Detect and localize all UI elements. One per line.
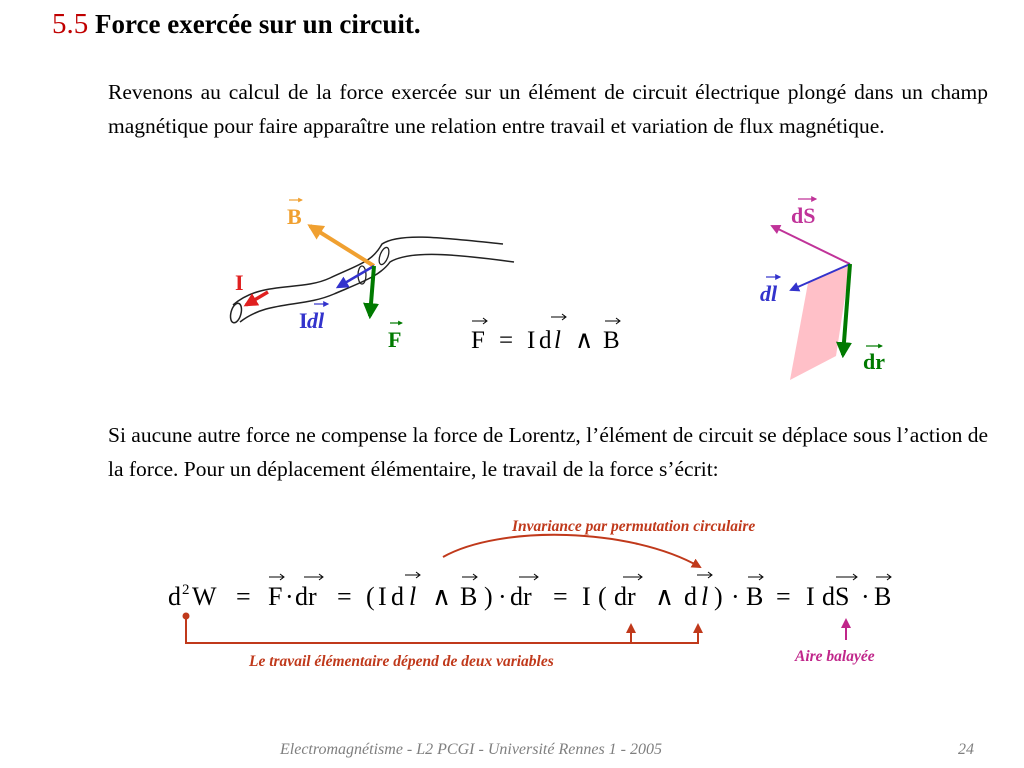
svg-text:l: l bbox=[409, 582, 417, 611]
svg-text:·: · bbox=[861, 582, 870, 611]
label-B: B bbox=[287, 204, 302, 229]
label-I: I bbox=[235, 270, 244, 295]
svg-text:=: = bbox=[776, 582, 791, 611]
dS-vector-arrow bbox=[772, 226, 850, 264]
lorentz-paragraph: Si aucune autre force ne compense la force de Lorentz, l’élément de circuit se déplace sous l’action de la force. Pour un déplacement élémentaire, le travail de la force s’écrit: bbox=[108, 423, 988, 481]
variables-bracket bbox=[186, 616, 698, 643]
svg-text:B: B bbox=[746, 582, 764, 611]
label-Idl-dl: dl bbox=[307, 308, 325, 333]
label-F: F bbox=[388, 327, 402, 352]
svg-text:): ) bbox=[714, 582, 723, 611]
svg-text:dr: dr bbox=[510, 582, 532, 611]
svg-text:B: B bbox=[874, 582, 892, 611]
formula-I: I bbox=[527, 327, 536, 354]
footer-text: Electromagnétisme - L2 PCGI - Université Rennes 1 - 2005 bbox=[280, 741, 662, 758]
svg-text:d: d bbox=[684, 582, 697, 611]
travail-note: Le travail élémentaire dépend de deux variables bbox=[249, 653, 554, 670]
formula-d: d bbox=[539, 327, 552, 354]
formula-B: B bbox=[603, 327, 620, 354]
current-arrow bbox=[246, 292, 268, 305]
section-number: 5.5 bbox=[52, 8, 89, 40]
svg-text:d: d bbox=[168, 582, 181, 611]
formula-l: l bbox=[554, 327, 561, 354]
swept-area bbox=[790, 264, 850, 380]
formula-F: F bbox=[471, 327, 485, 354]
svg-text:=: = bbox=[553, 582, 568, 611]
aire-note: Aire balayée bbox=[795, 648, 875, 665]
label-Idl-I: I bbox=[299, 308, 308, 333]
label-dS: dS bbox=[791, 203, 816, 228]
B-vector-arrow bbox=[310, 226, 374, 266]
label-dl: dl bbox=[760, 281, 778, 306]
label-dr: dr bbox=[863, 349, 885, 374]
svg-text:dr: dr bbox=[295, 582, 317, 611]
F-vector-arrow bbox=[370, 266, 374, 316]
svg-text:·: · bbox=[731, 582, 740, 611]
svg-text:(: ( bbox=[598, 582, 607, 611]
svg-text:·: · bbox=[285, 582, 294, 611]
svg-text:d: d bbox=[391, 582, 404, 611]
work-formula bbox=[168, 572, 891, 611]
svg-text:): ) bbox=[484, 582, 493, 611]
laplace-formula bbox=[471, 314, 620, 354]
svg-text:I: I bbox=[378, 582, 387, 611]
page-number: 24 bbox=[958, 741, 974, 758]
svg-text:2: 2 bbox=[182, 582, 190, 598]
svg-text:dS: dS bbox=[822, 582, 850, 611]
svg-text:(: ( bbox=[366, 582, 375, 611]
permutation-arc bbox=[443, 535, 700, 567]
svg-text:B: B bbox=[460, 582, 478, 611]
svg-text:W: W bbox=[192, 582, 217, 611]
invariance-note: Invariance par permutation circulaire bbox=[512, 518, 756, 535]
formula-eq: = bbox=[499, 327, 514, 354]
svg-text:I: I bbox=[582, 582, 591, 611]
svg-text:I: I bbox=[806, 582, 815, 611]
svg-text:∧: ∧ bbox=[432, 582, 452, 611]
svg-text:dr: dr bbox=[614, 582, 636, 611]
intro-paragraph: Revenons au calcul de la force exercée sur un élément de circuit électrique plongé dans un champ magnétique pour faire apparaître une relation entre travail et variation de flux magnétique. bbox=[108, 80, 988, 138]
formula-wedge: ∧ bbox=[575, 327, 594, 354]
slide-title: Force exercée sur un circuit. bbox=[95, 9, 421, 39]
svg-text:=: = bbox=[337, 582, 352, 611]
svg-text:=: = bbox=[236, 582, 251, 611]
svg-text:F: F bbox=[268, 582, 283, 611]
svg-text:l: l bbox=[701, 582, 709, 611]
svg-text:·: · bbox=[498, 582, 507, 611]
svg-text:∧: ∧ bbox=[655, 582, 675, 611]
